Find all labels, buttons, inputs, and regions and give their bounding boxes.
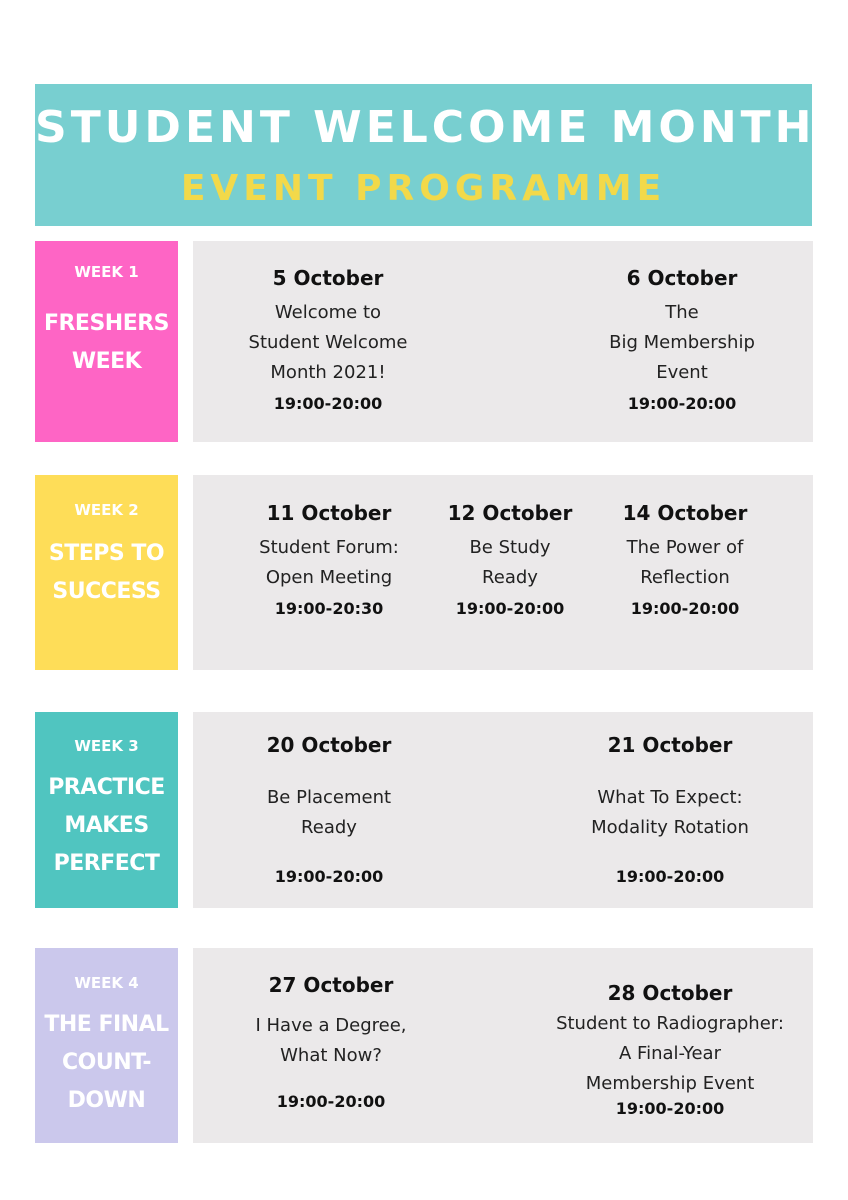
event-title: I Have a Degree, What Now? [255,1015,407,1066]
event-time: 19:00-20:00 [615,867,725,886]
event-card [239,733,419,886]
week-2-events-panel [193,475,813,670]
event-card [592,266,772,413]
event-title: Welcome to Student Welcome Month 2021! [248,302,408,383]
week-1-events-panel [193,241,813,442]
page-title: STUDENT WELCOME MONTH [35,102,816,153]
week-3-block [35,712,178,908]
event-time: 19:00-20:00 [627,394,737,413]
week-4-title: THE FINAL COUNT- DOWN [44,1012,169,1113]
event-date: 12 October [447,501,573,525]
event-date: 21 October [607,733,733,757]
week-2-label: WEEK 2 [74,501,139,519]
event-time: 19:00-20:00 [455,599,565,618]
event-time: 19:00-20:30 [274,599,384,618]
event-card [241,973,421,1111]
event-time: 19:00-20:00 [630,599,740,618]
event-date: 11 October [266,501,392,525]
event-title: Student Forum: Open Meeting [259,537,399,588]
event-title: Be Study Ready [469,537,551,588]
event-time: 19:00-20:00 [274,867,384,886]
event-date: 5 October [272,266,384,290]
week-4-events-panel [193,948,813,1143]
week-2-title: STEPS TO SUCCESS [48,541,165,604]
event-time: 19:00-20:00 [273,394,383,413]
event-card [540,981,800,1118]
event-title: The Power of Reflection [626,537,744,588]
week-1-label: WEEK 1 [74,263,139,281]
event-card [420,501,600,618]
event-card [570,733,770,886]
event-time: 19:00-20:00 [615,1099,725,1118]
event-date: 27 October [268,973,394,997]
header-banner [35,84,816,226]
week-3-title: PRACTICE MAKES PERFECT [48,775,165,876]
week-1-title: FRESHERS WEEK [43,311,170,374]
event-title: What To Expect: Modality Rotation [591,787,749,838]
event-date: 6 October [626,266,738,290]
event-date: 14 October [622,501,748,525]
page-subtitle: EVENT PROGRAMME [180,168,667,209]
event-card [238,266,418,413]
week-3-events-panel [193,712,813,908]
week-3-label: WEEK 3 [74,737,139,755]
event-card [239,501,419,618]
event-title: The Big Membership Event [609,302,755,383]
week-1-block [35,241,178,442]
event-date: 28 October [607,981,733,1005]
event-title: Student to Radiographer: A Final-Year Membership Event [556,1013,784,1094]
week-2-block [35,475,178,670]
event-title: Be Placement Ready [266,787,392,838]
event-card [595,501,775,618]
event-date: 20 October [266,733,392,757]
week-4-label: WEEK 4 [74,974,139,992]
week-4-block [35,948,178,1143]
event-time: 19:00-20:00 [276,1092,386,1111]
